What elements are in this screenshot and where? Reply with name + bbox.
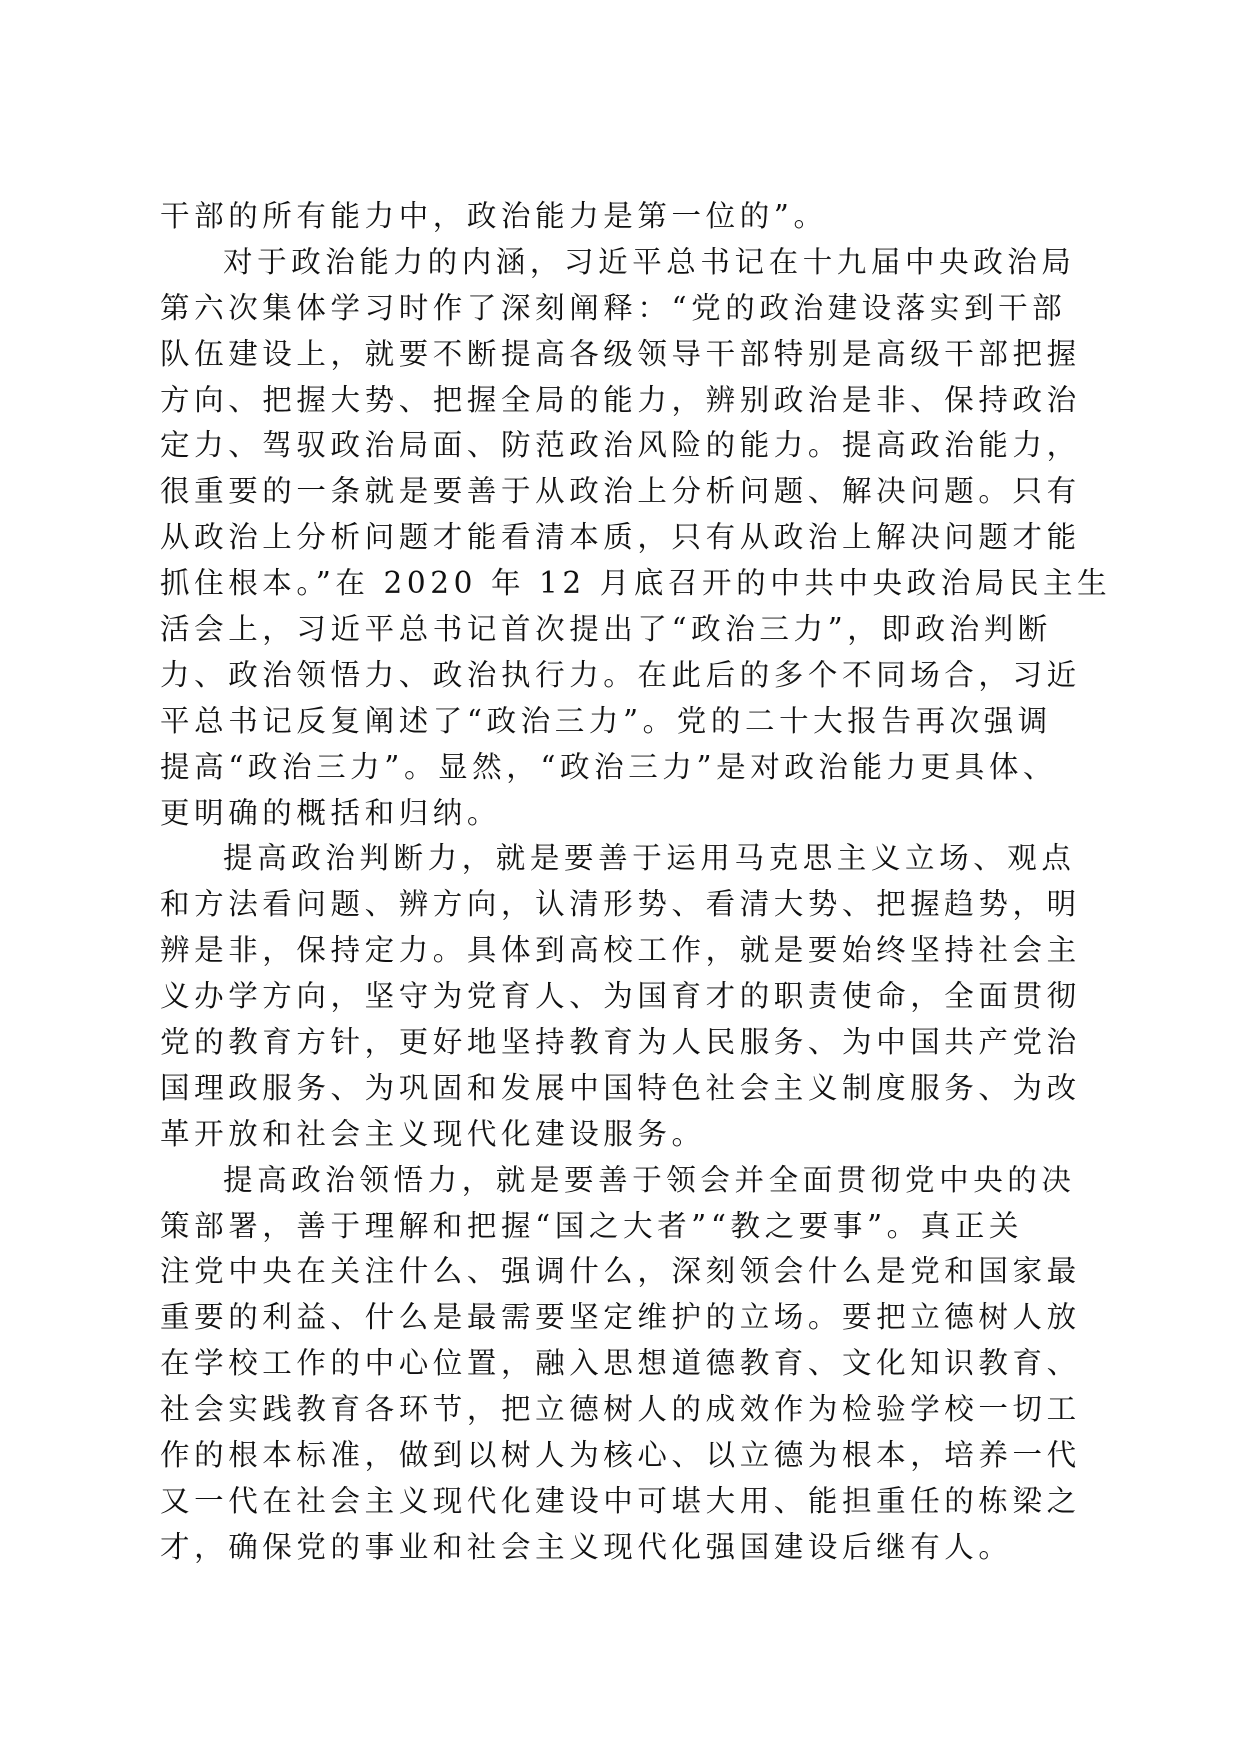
text-line: 注党中央在关注什么、强调什么，深刻领会什么是党和国家最 [160,1254,1081,1289]
text-line: 又一代在社会主义现代化建设中可堪大用、能担重任的栋梁之 [160,1483,1081,1518]
text-line: 力、政治领悟力、政治执行力。在此后的多个不同场合，习近 [160,657,1081,692]
text-line: 从政治上分析问题才能看清本质，只有从政治上解决问题才能 [160,520,1081,555]
text-line: 作的根本标准，做到以树人为核心、以立德为根本，培养一代 [160,1438,1081,1473]
text-line: 队伍建设上，就要不断提高各级领导干部特别是高级干部把握 [160,336,1081,371]
text-line: 辨是非，保持定力。具体到高校工作，就是要始终坚持社会主 [160,933,1081,968]
text-line: 党的教育方针，更好地坚持教育为人民服务、为中国共产党治 [160,1025,1081,1060]
text-line: 抓住根本。”在 2020 年 12 月底召开的中共中央政治局民主生 [160,566,1112,601]
text-line: 平总书记反复阐述了“政治三力”。党的二十大报告再次强调 [160,703,1052,738]
text-line: 在学校工作的中心位置，融入思想道德教育、文化知识教育、 [160,1346,1081,1381]
text-line: 对于政治能力的内涵，习近平总书记在十九届中央政治局 [223,244,1076,279]
text-line: 很重要的一条就是要善于从政治上分析问题、解决问题。只有 [160,474,1081,509]
text-line: 第六次集体学习时作了深刻阐释：“党的政治建设落实到干部 [160,290,1067,325]
text-line: 方向、把握大势、把握全局的能力，辨别政治是非、保持政治 [160,382,1081,417]
text-line: 策部署，善于理解和把握“国之大者”“教之要事”。真正关 [160,1208,1024,1243]
text-line: 国理政服务、为巩固和发展中国特色社会主义制度服务、为改 [160,1070,1081,1105]
text-line: 更明确的概括和归纳。 [160,795,502,830]
text-line: 提高政治领悟力，就是要善于领会并全面贯彻党中央的决 [223,1162,1076,1197]
text-line: 重要的利益、什么是最需要坚定维护的立场。要把立德树人放 [160,1300,1081,1335]
text-line: 提高“政治三力”。显然，“政治三力”是对政治能力更具体、 [160,749,1058,784]
text-line: 活会上，习近平总书记首次提出了“政治三力”，即政治判断 [160,612,1052,647]
text-line: 和方法看问题、辨方向，认清形势、看清大势、把握趋势，明 [160,887,1081,922]
body-text [160,194,1112,1571]
text-line: 革开放和社会主义现代化建设服务。 [160,1116,706,1151]
text-line: 义办学方向，坚守为党育人、为国育才的职责使命，全面贯彻 [160,979,1081,1014]
text-line: 干部的所有能力中，政治能力是第一位的”。 [160,199,828,233]
text-line: 定力、驾驭政治局面、防范政治风险的能力。提高政治能力， [160,428,1081,463]
text-line: 提高政治判断力，就是要善于运用马克思主义立场、观点 [223,841,1076,876]
text-line: 才，确保党的事业和社会主义现代化强国建设后继有人。 [160,1529,1013,1564]
text-line: 社会实践教育各环节，把立德树人的成效作为检验学校一切工 [160,1392,1081,1427]
